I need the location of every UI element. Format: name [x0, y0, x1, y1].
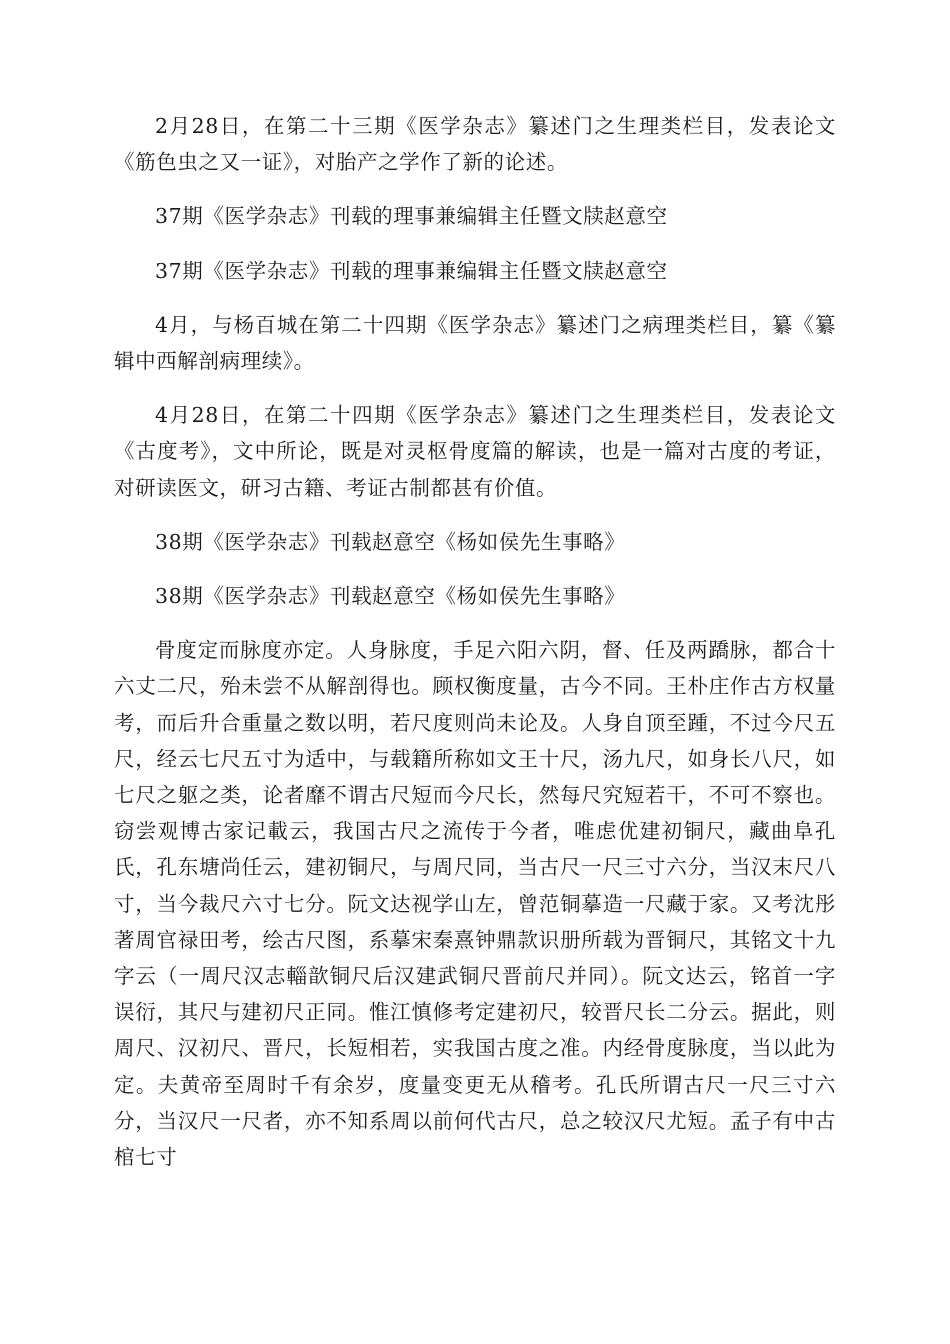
paragraph-feb28: 2月28日，在第二十三期《医学杂志》纂述门之生理类栏目，发表论文《筋色虫之又一证》，对胎产之学作了新的论述。 [114, 114, 836, 175]
paragraph-issue37-b: 37期《医学杂志》刊载的理事兼编辑主任暨文牍赵意空 [155, 258, 668, 283]
paragraph-issue38-b: 38期《医学杂志》刊载赵意空《杨如侯先生事略》 [155, 584, 626, 609]
paragraph-issue37-a: 37期《医学杂志》刊载的理事兼编辑主任暨文牍赵意空 [155, 204, 668, 229]
paragraph-gudu-text: 骨度定而脉度亦定。人身脉度，手足六阳六阴，督、任及两蹻脉，都合十六丈二尺，殆未尝不从解剖得也。顾权衡度量，古今不同。王朴庄作古方权量考，而后升合重量之数以明，若尺度则尚未论及。人身自顶至踵，不过今尺五尺，经云七尺五寸为适中，与载籍所称如文王十尺，汤九尺，如身长八尺，如七尺之躯之类，论者靡不谓古尺短而今尺长，然每尺究短若干，不可不察也。窃尝观博古家记載云，我国古尺之流传于今者，唯虑优建初铜尺，藏曲阜孔氏，孔东塘尚任云，建初铜尺，与周尺同，当古尺一尺三寸六分，当汉末尺八寸，当今裁尺六寸七分。阮文达视学山左，曾范铜摹造一尺藏于家。又考沈彤著周官禄田考，绘古尺图，系摹宋秦熹钟鼎款识册所载为晋铜尺，其铭文十九字云（一周尺汉志輜歆铜尺后汉建武铜尺晋前尺并同）。阮文达云，铭首一字误衍，其尺与建初尺正同。惟江慎修考定建初尺，较晋尺长二分云。据此，则周尺、汉初尺、晋尺，长短相若，实我国古度之准。内经骨度脉度，当以此为定。夫黄帝至周时千有余岁，度量变更无从稽考。孔氏所谓古尺一尺三寸六分，当汉尺一尺者，亦不知系周以前何代古尺，总之较汉尺尤短。孟子有中古棺七寸 [114, 638, 836, 1170]
paragraph-april: 4月，与杨百城在第二十四期《医学杂志》纂述门之病理类栏目，纂《纂辑中西解剖病理续》。 [114, 312, 836, 374]
document-body [114, 108, 836, 1193]
paragraph-issue38-a: 38期《医学杂志》刊载赵意空《杨如侯先生事略》 [155, 529, 626, 554]
paragraph-apr28: 4月28日，在第二十四期《医学杂志》纂述门之生理类栏目，发表论文《古度考》，文中所论，既是对灵枢骨度篇的解读，也是一篇对古度的考证，对研读医文，研习古籍、考证古制都甚有价值。 [114, 403, 836, 500]
